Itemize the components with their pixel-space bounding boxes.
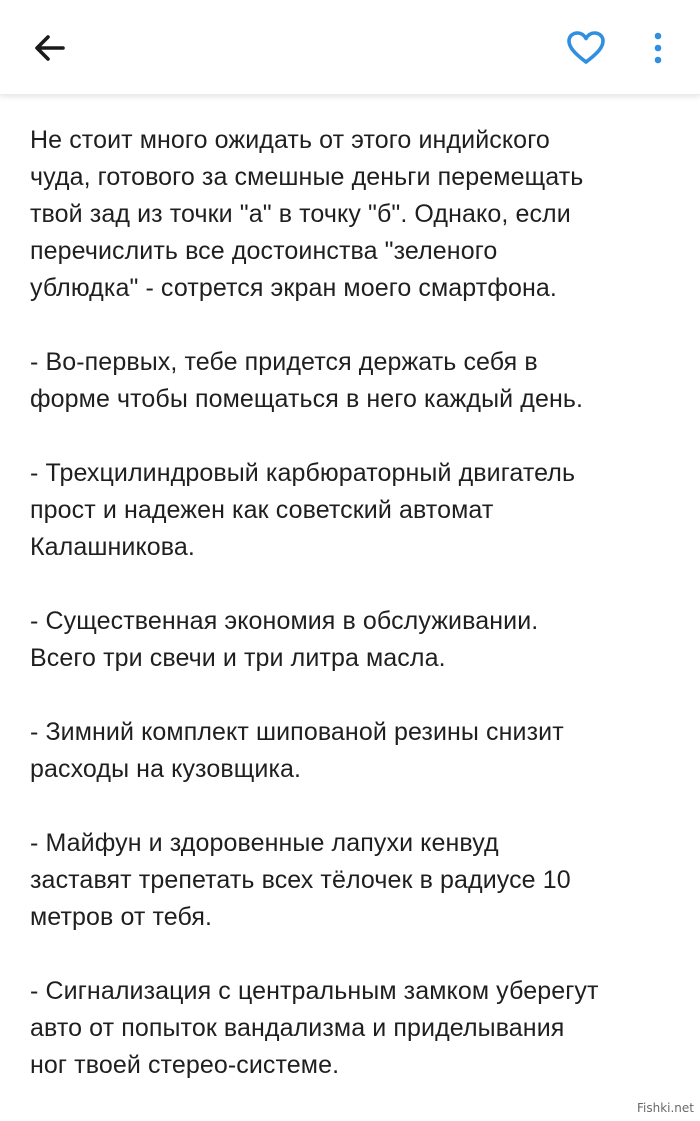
- heart-outline-icon: [566, 30, 606, 66]
- top-app-bar: [0, 0, 700, 95]
- article-body: [30, 122, 670, 1121]
- article-paragraph: Не стоит много ожидать от этого индийского чуда, готового за смешные деньги перемещать твой зад из точки "а" в точку "б". Однако, если перечислить все достоинства "зеленого ублюдка" - сотрется экран моего смартфона.: [30, 126, 584, 302]
- article-paragraph: - Зимний комплект шипованой резины снизит расходы на кузовщика.: [30, 718, 564, 783]
- watermark-text: Fishki.net: [636, 1101, 694, 1115]
- favorite-button[interactable]: [562, 24, 610, 72]
- article-paragraph: - Существенная экономия в обслуживании. Всего три свечи и три литра масла.: [30, 607, 539, 672]
- more-vertical-icon: [652, 31, 664, 65]
- article-paragraph: - Майфун и здоровенные лапухи кенвуд заставят трепетать всех тёлочек в радиусе 10 метров от тебя.: [30, 829, 571, 931]
- article-paragraph: - Трехцилиндровый карбюраторный двигатель прост и надежен как советский автомат Калашникова.: [30, 459, 576, 561]
- article-paragraph: - Во-первых, тебе придется держать себя в форме чтобы помещаться в него каждый день.: [30, 348, 584, 413]
- article-paragraph: - Сигнализация с центральным замком уберегут авто от попыток вандализма и приделывания ног твоей стерео-системе.: [30, 977, 599, 1079]
- arrow-left-icon: [33, 31, 67, 65]
- more-options-button[interactable]: [638, 24, 678, 72]
- back-button[interactable]: [28, 26, 72, 70]
